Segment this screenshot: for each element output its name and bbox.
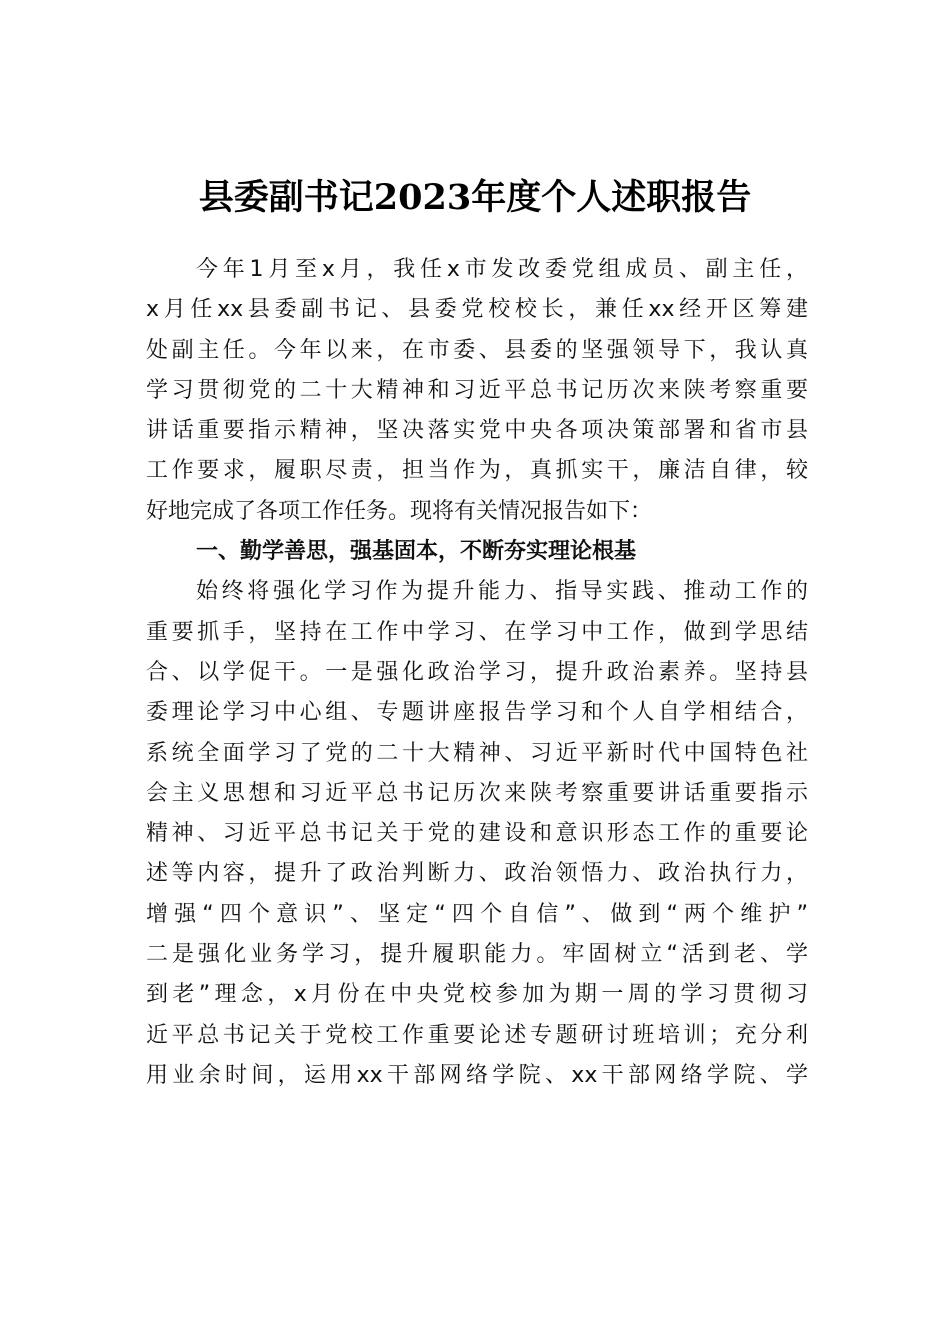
document-title: 县委副书记2023年度个人述职报告 (198, 177, 752, 218)
text-line: 用业余时间，运用xx干部网络学院、xx干部网络学院、学 (146, 1062, 808, 1088)
text-line: 今年1月至x月，我任x市发改委党组成员、副主任， (196, 257, 808, 282)
text-line: 好地完成了各项工作任务。现将有关情况报告如下： (146, 498, 653, 524)
text-line: 合、以学促干。一是强化政治学习，提升政治素养。坚持县 (146, 659, 808, 685)
paragraph-study (146, 572, 808, 1096)
paragraph-intro (146, 250, 808, 532)
text-line: 委理论学习中心组、专题讲座报告学习和个人自学相结合， (146, 700, 808, 726)
text-line: 述等内容，提升了政治判断力、政治领悟力、政治执行力， (146, 861, 808, 887)
text-line: 讲话重要指示精神，坚决落实党中央各项决策部署和省市县 (146, 418, 808, 444)
text-line: 近平总书记关于党校工作重要论述专题研讨班培训；充分利 (146, 1022, 808, 1048)
text-line: 会主义思想和习近平总书记历次来陕考察重要讲话重要指示 (146, 780, 808, 806)
text-line: 始终将强化学习作为提升能力、指导实践、推动工作的 (196, 579, 808, 605)
text-line: 到老”理念，x月份在中央党校参加为期一周的学习贯彻习 (146, 982, 808, 1008)
document-body (146, 250, 808, 1096)
text-line: 工作要求，履职尽责，担当作为，真抓实干，廉洁自律，较 (146, 458, 808, 484)
text-line: 增强“四个意识”、坚定“四个自信”、做到“两个维护” (146, 901, 808, 927)
text-line: 处副主任。今年以来，在市委、县委的坚强领导下，我认真 (146, 337, 808, 363)
text-line: 重要抓手，坚持在工作中学习、在学习中工作，做到学思结 (146, 619, 808, 645)
section-heading (146, 532, 808, 572)
text-line: 精神、习近平总书记关于党的建设和意识形态工作的重要论 (146, 821, 808, 847)
section-heading-text: 一、勤学善思，强基固本，不断夯实理论根基 (196, 539, 637, 565)
text-line: 二是强化业务学习，提升履职能力。牢固树立“活到老、学 (146, 942, 808, 968)
text-line: x月任xx县委副书记、县委党校校长，兼任xx经开区筹建 (146, 297, 808, 323)
text-line: 系统全面学习了党的二十大精神、习近平新时代中国特色社 (146, 740, 808, 766)
text-line: 学习贯彻党的二十大精神和习近平总书记历次来陕考察重要 (146, 377, 808, 403)
